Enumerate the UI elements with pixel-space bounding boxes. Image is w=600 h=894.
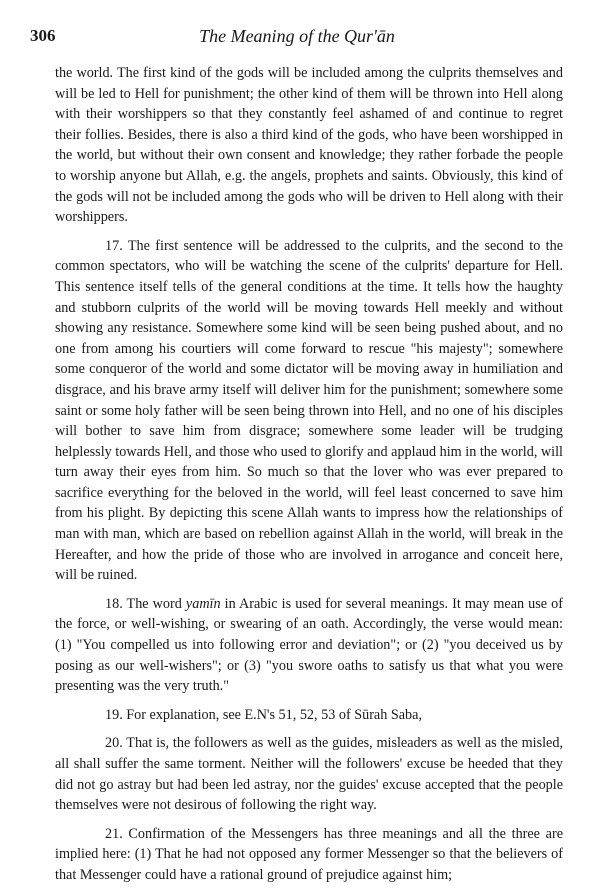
note-19: 19. For explanation, see E.N's 51, 52, 53 of Sūrah Saba, [105,706,422,723]
note-17: 17. The first sentence will be addressed to the culprits, and the second to the common spectators, who will be watching the scene of the culprits' departure for Hell. This sentence itself tells of the general conditions at the time. It tells how the haughty and stubborn culprits of the world will be moving towards Hell meekly and without showing any resistance. Somewhere some kind will be seen being pushed about, and no one from among his courtiers will come forward to rescue "his majesty"; somewhere some conqueror of the world and some dictator will be moving away in humiliation and disgrace, and his brave army itself will deliver him for the punishment; somewhere some saint or some holy father will be seen being thrown into Hell, and no one of his disciples will bother to save him from disgrace; somewhere some leader will be trudging helplessly towards Hell, and those who used to glorify and applaud him in the world, will turn away their eyes from him. So much so that the lover who was ever prepared to sacrifice everything for the beloved in the world, will feel least concerned to save him from his plight. By depicting this scene Allah wants to impress how the relationships of man with man, which are based on rebellion against Allah in the world, will break in the Hereafter, and how the pride of those who are involved in arrogance and conceit here, will be ruined. [55,237,563,584]
note-21: 21. Confirmation of the Messengers has three meanings and all the three are implied here: (1) That he had not opposed any former Messenger so that the believers of that Messenger could have a rational ground of prejudice against him; [55,825,563,883]
paragraph-continuation: the world. The first kind of the gods will be included among the culprits themselves and will be led to Hell for punishment; the other kind of them will be thrown into Hell along with their worshippers so that they constantly feel ashamed of and continue to regret their follies. Besides, there is also a third kind of the gods, who have been worshipped in the world, but without their own consent and knowledge; they rather forbade the people to worship anyone but Allah, e.g. the angels, prophets and saints. Obviously, this kind of the gods will not be included among the gods who will be driven to Hell along with their worshippers. [55,65,563,226]
running-title: The Meaning of the Qur'ān [199,26,395,46]
note-18-term: yamīn [185,595,221,612]
note-18 [55,594,563,697]
page-header [30,26,564,50]
body-text [55,63,563,894]
note-20: 20. That is, the followers as well as the guides, misleaders as well as the misled, all shall suffer the same torment. Neither will the followers' excuse be heeded that they did not go astray but had been led astray, nor the guides' excuse accepted that the people themselves were not desirous of following the right way. [55,735,563,814]
page-number: 306 [30,26,56,45]
note-18-lead: 18. The word [105,595,186,612]
note-18-rest: in Arabic is used for several meanings. It may mean use of the force, or well-wishing, or swearing of an oath. Accordingly, the verse would mean: (1) "You compelled us into following error and deviation"; or (2) "you deceived us by posing as our well-wishers"; or (3) "you swore oaths to satisfy us that what you were presenting was the very truth." [55,595,563,695]
